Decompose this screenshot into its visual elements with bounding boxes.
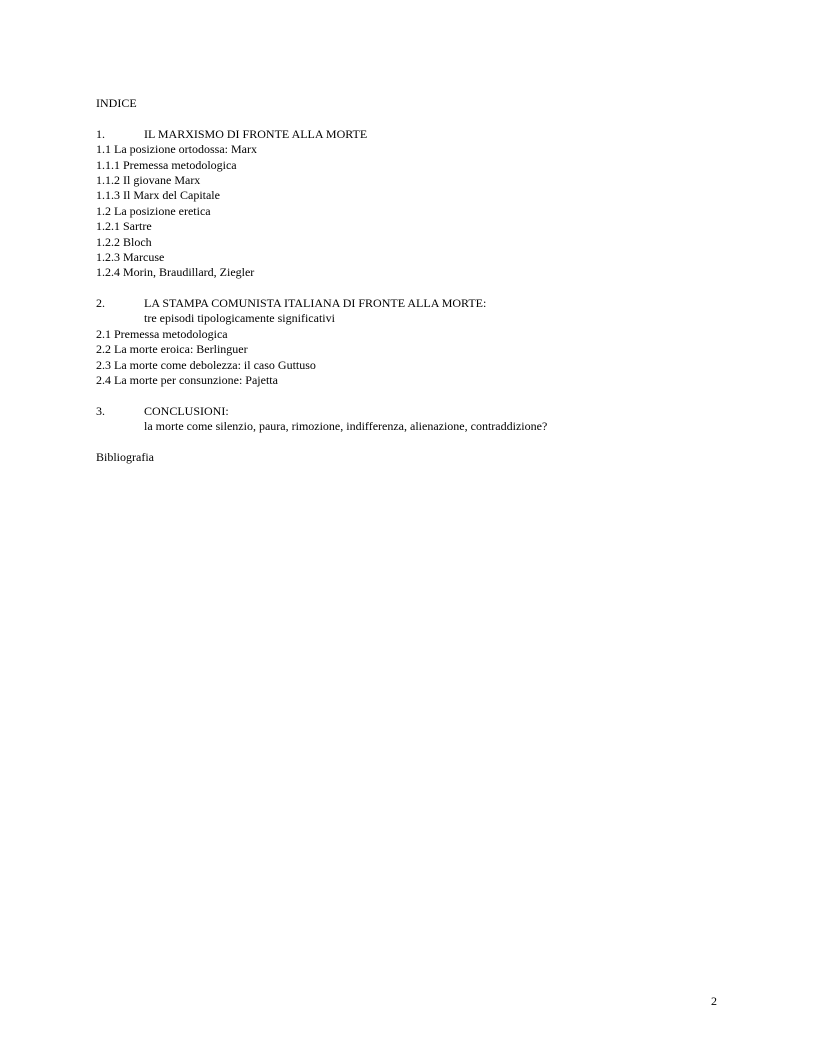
- list-item: 1.2 La posizione eretica: [96, 203, 211, 218]
- list-item: 2.1 Premessa metodologica: [96, 326, 228, 341]
- spacer: [96, 111, 736, 126]
- list-item: 1.1.1 Premessa metodologica: [96, 157, 237, 172]
- list-item: 1.2.4 Morin, Braudillard, Ziegler: [96, 265, 255, 280]
- index-title: INDICE: [96, 96, 137, 110]
- spacer: [96, 281, 736, 296]
- list-item: 2.2 La morte eroica: Berlinguer: [96, 342, 248, 357]
- bibliography-entry: Bibliografia: [96, 449, 154, 464]
- list-item: 1.1.2 Il giovane Marx: [96, 172, 201, 187]
- section-title: LA STAMPA COMUNISTA ITALIANA DI FRONTE ALLA MORTE:: [144, 296, 487, 311]
- section-subtitle: tre episodi tipologicamente significativi: [144, 311, 335, 326]
- page-number: 2: [711, 994, 717, 1008]
- section-number: 1.: [96, 126, 105, 141]
- section-subtitle: la morte come silenzio, paura, rimozione, indifferenza, alienazione, contraddizione?: [144, 419, 548, 434]
- list-item: 1.1 La posizione ortodossa: Marx: [96, 142, 257, 157]
- section-title: CONCLUSIONI:: [144, 403, 229, 418]
- spacer: [96, 435, 736, 450]
- table-of-contents: [96, 96, 736, 465]
- section-heading: [96, 404, 736, 419]
- list-item: 2.3 La morte come debolezza: il caso Guttuso: [96, 357, 316, 372]
- list-item: 1.2.1 Sartre: [96, 219, 152, 234]
- section-heading: [96, 296, 736, 311]
- list-item: 1.2.3 Marcuse: [96, 249, 165, 264]
- list-item: 1.2.2 Bloch: [96, 234, 152, 249]
- list-item: 1.1.3 Il Marx del Capitale: [96, 188, 220, 203]
- spacer: [96, 388, 736, 403]
- section-title: IL MARXISMO DI FRONTE ALLA MORTE: [144, 126, 368, 141]
- list-item: 2.4 La morte per consunzione: Pajetta: [96, 373, 278, 388]
- section-number: 3.: [96, 403, 105, 418]
- section-heading: [96, 127, 736, 142]
- section-number: 2.: [96, 296, 105, 311]
